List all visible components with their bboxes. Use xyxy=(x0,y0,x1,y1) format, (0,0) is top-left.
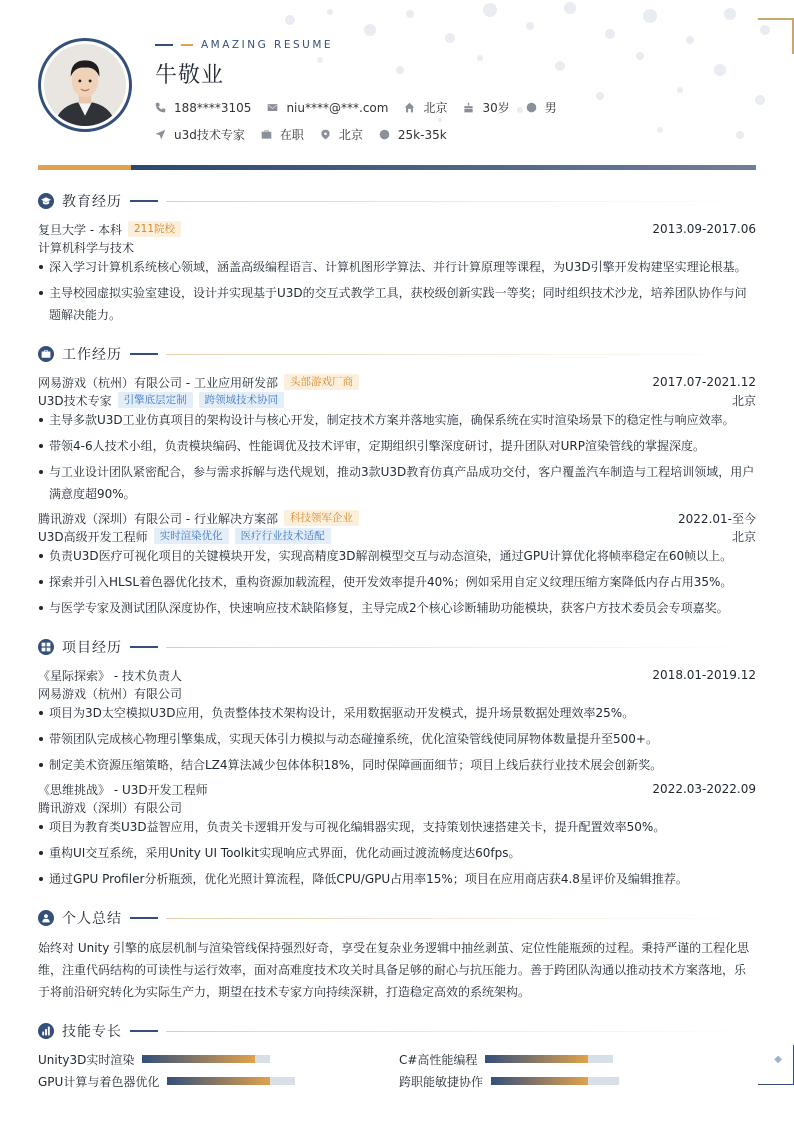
skill-level-bar xyxy=(485,1055,613,1063)
role-tag: 实时渲染优化 xyxy=(154,528,229,544)
corner-decoration-top xyxy=(758,18,794,54)
education-header xyxy=(38,221,756,237)
section-title: 技能专长 xyxy=(62,1024,122,1040)
cake-icon xyxy=(463,102,474,113)
phone-text: 188****3105 xyxy=(174,100,252,115)
role-tag: 医疗行业技术适配 xyxy=(235,528,331,544)
school-name: 复旦大学 - 本科 xyxy=(38,222,122,237)
company-name: 腾讯游戏（深圳）有限公司 - 行业解决方案部 xyxy=(38,511,278,526)
project-company: 腾讯游戏（深圳）有限公司 xyxy=(38,800,183,815)
briefcase-section-icon xyxy=(38,346,54,362)
skill-item xyxy=(399,1073,619,1089)
send-icon xyxy=(155,129,166,140)
skill-level-bar xyxy=(167,1077,295,1085)
job-header xyxy=(38,374,756,390)
project-bullet: 通过GPU Profiler分析瓶颈，优化光照计算流程，降低CPU/GPU占用率15%；项目在应用商店获4.8星评价及编辑推荐。 xyxy=(38,868,756,890)
mail-icon xyxy=(267,102,278,113)
location-icon xyxy=(320,129,331,140)
section-title: 教育经历 xyxy=(62,194,122,210)
education-period: 2013.09-2017.06 xyxy=(652,222,756,236)
section-skills xyxy=(38,1021,756,1041)
eyebrow-text: AMAZING RESUME xyxy=(201,39,334,51)
job-bullet: 与工业设计团队紧密配合，参与需求拆解与迭代规划，推动3款U3D教育仿真产品成功交付，客户覆盖汽车制造与工程培训领域，用户满意度超90%。 xyxy=(38,461,756,505)
candidate-name: 牛敬业 xyxy=(155,63,225,88)
skill-name: Unity3D实时渲染 xyxy=(38,1052,135,1067)
project-company: 网易游戏（杭州）有限公司 xyxy=(38,686,183,701)
project-bullet: 项目为3D太空模拟U3D应用，负责整体技术架构设计，采用数据驱动开发模式，提升场景数据处理效率25%。 xyxy=(38,702,756,724)
gender-icon xyxy=(526,102,537,113)
role-tag: 跨领域技术协同 xyxy=(199,392,285,408)
project-name: 《星际探索》 - 技术负责人 xyxy=(38,668,182,683)
job-period: 2022.01-至今 xyxy=(678,511,756,526)
job-title-info xyxy=(155,126,245,143)
skill-item xyxy=(399,1051,613,1067)
section-work xyxy=(38,344,756,364)
skill-item xyxy=(38,1073,295,1089)
job-bullet: 主导多款U3D工业仿真项目的架构设计与核心开发，制定技术方案并落地实施，确保系统在实时渲染场景下的稳定性与响应效率。 xyxy=(38,409,756,431)
education-bullet: 主导校园虚拟实验室建设，设计并实现基于U3D的交互式教学工具，获校级创新实践一等奖；同时组织技术沙龙，培养团队协作与问题解决能力。 xyxy=(38,282,756,326)
status-info xyxy=(261,126,304,143)
diamond-icon: ◆ xyxy=(774,1054,782,1065)
summary-text xyxy=(38,937,756,1003)
skill-item xyxy=(38,1051,270,1067)
graduation-cap-icon xyxy=(38,193,54,209)
company-tag: 头部游戏厂商 xyxy=(284,374,359,390)
money-icon xyxy=(379,129,390,140)
corner-decoration-bottom xyxy=(758,1045,794,1085)
job-bullet: 带领4-6人技术小组，负责模块编码、性能调优及技术评审，定期组织引擎深度研讨，提升团队对URP渲染管线的掌握深度。 xyxy=(38,435,756,457)
phone-info xyxy=(155,101,251,115)
intent-row xyxy=(155,126,463,143)
company-tag: 科技领军企业 xyxy=(284,510,359,526)
job-role: U3D技术专家 xyxy=(38,393,112,408)
project-bullet: 项目为教育类U3D益智应用，负责关卡逻辑开发与可视化编辑器实现，支持策划快速搭建关卡，提升配置效率50%。 xyxy=(38,816,756,838)
job-city: 北京 xyxy=(731,529,756,544)
phone-icon xyxy=(155,102,166,113)
school-tag: 211院校 xyxy=(128,221,181,237)
gender-info xyxy=(526,99,557,116)
salary-text: 25k-35k xyxy=(397,127,447,142)
status-text: 在职 xyxy=(279,128,304,142)
section-title: 项目经历 xyxy=(62,640,122,656)
salary-info xyxy=(379,128,447,142)
home-info xyxy=(404,99,447,116)
project-company-row xyxy=(38,799,756,815)
education-bullet: 深入学习计算机系统核心领域，涵盖高级编程语言、计算机图形学算法、并行计算原理等课程，为U3D引擎开发构建坚实理论根基。 xyxy=(38,256,756,278)
skill-level-bar xyxy=(142,1055,270,1063)
job-role-row xyxy=(38,528,756,544)
city-text: 北京 xyxy=(338,128,363,142)
education-major: 计算机科学与技术 xyxy=(38,240,135,255)
grid-icon xyxy=(38,639,54,655)
section-title: 工作经历 xyxy=(62,347,122,363)
company-name: 网易游戏（杭州）有限公司 - 工业应用研发部 xyxy=(38,375,278,390)
job-header xyxy=(38,510,756,526)
briefcase-icon xyxy=(261,129,272,140)
project-header xyxy=(38,667,756,683)
project-period: 2022.03-2022.09 xyxy=(652,782,756,796)
project-bullet: 带领团队完成核心物理引擎集成，实现天体引力模拟与动态碰撞系统，优化渲染管线使同屏物体数量提升至500+。 xyxy=(38,728,756,750)
job-bullet: 探索并引入HLSL着色器优化技术，重构资源加载流程，使开发效率提升40%；例如采用自定义纹理压缩方案降低内存占用35%。 xyxy=(38,571,756,593)
gender-text: 男 xyxy=(544,101,557,115)
project-bullet: 制定美术资源压缩策略，结合LZ4算法减少包体体积18%，同时保障画面细节；项目上线后获行业技术展会创新奖。 xyxy=(38,754,756,776)
avatar xyxy=(38,38,132,132)
project-period: 2018.01-2019.12 xyxy=(652,668,756,682)
project-header xyxy=(38,781,756,797)
summary-line: 始终对 Unity 引擎的底层机制与渲染管线保持强烈好奇，享受在复杂业务逻辑中抽丝剥茧、定位性能瓶颈的过程。秉持严谨的工程化思 xyxy=(38,941,750,955)
project-name: 《思维挑战》 - U3D开发工程师 xyxy=(38,782,208,797)
header-divider xyxy=(38,165,756,170)
skill-name: GPU计算与着色器优化 xyxy=(38,1074,160,1089)
age-info xyxy=(463,99,509,116)
avatar-photo xyxy=(44,44,126,126)
section-education xyxy=(38,191,756,211)
section-title: 个人总结 xyxy=(62,911,122,927)
job-role: U3D高级开发工程师 xyxy=(38,529,148,544)
job-title-text: u3d技术专家 xyxy=(174,128,245,142)
contact-row xyxy=(155,99,573,116)
summary-line: 维，注重代码结构的可读性与运行效率，面对高难度技术攻关时具备足够的耐心与抗压能力。善于跨团队沟通以推动技术方案落地，乐 xyxy=(38,963,747,977)
email-text: niu****@***.com xyxy=(286,100,389,115)
city-info xyxy=(320,126,363,143)
email-info xyxy=(267,101,388,115)
project-company-row xyxy=(38,685,756,701)
project-bullet: 重构UI交互系统，采用Unity UI Toolkit实现响应式界面，优化动画过渡流畅度达60fps。 xyxy=(38,842,756,864)
role-tag: 引擎底层定制 xyxy=(118,392,193,408)
skill-level-bar xyxy=(491,1077,619,1085)
education-major-row xyxy=(38,239,756,255)
section-projects xyxy=(38,637,756,657)
bar-chart-icon xyxy=(38,1023,54,1039)
user-icon xyxy=(38,910,54,926)
resume-eyebrow xyxy=(155,39,333,51)
job-bullet: 与医学专家及测试团队深度协作，快速响应技术缺陷修复，主导完成2个核心诊断辅助功能模块，获客户方技术委员会专项嘉奖。 xyxy=(38,597,756,619)
home-icon xyxy=(404,102,415,113)
age-text: 30岁 xyxy=(482,101,510,115)
job-period: 2017.07-2021.12 xyxy=(652,375,756,389)
summary-line: 于将前沿研究转化为实际生产力，期望在技术专家方向持续深耕，打造稳定高效的系统架构。 xyxy=(38,985,531,999)
job-role-row xyxy=(38,392,756,408)
section-summary xyxy=(38,908,756,928)
job-bullet: 负责U3D医疗可视化项目的关键模块开发，实现高精度3D解剖模型交互与动态渲染，通过GPU计算优化将帧率稳定在60帧以上。 xyxy=(38,545,756,567)
skill-name: C#高性能编程 xyxy=(399,1052,478,1067)
job-city: 北京 xyxy=(731,393,756,408)
home-text: 北京 xyxy=(423,101,448,115)
skill-name: 跨职能敏捷协作 xyxy=(399,1074,484,1089)
